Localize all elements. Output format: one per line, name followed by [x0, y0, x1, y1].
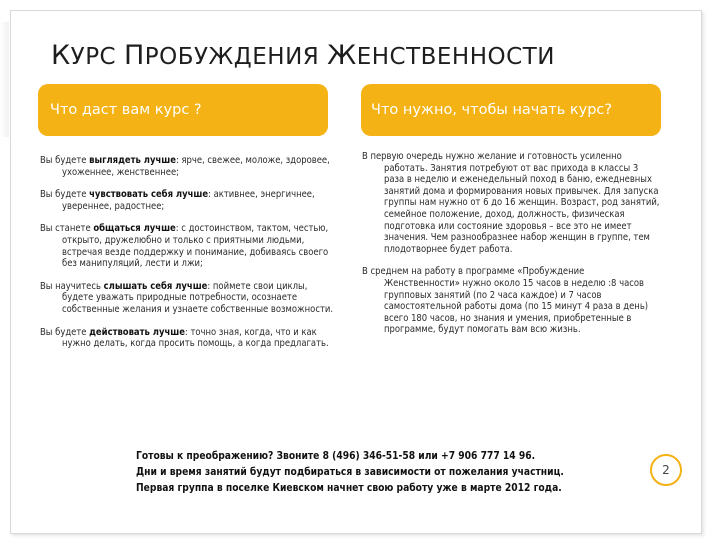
- benefit-item: Вы будете действовать лучше: точно зная, когда, что и как нужно делать, когда просить помощь, а когда предлагать.: [40, 326, 329, 350]
- requirement-paragraph: В первую очередь нужно желание и готовность усиленно работать. Занятия потребуют от вас прихода в классы 3 раза в неделю и еженедельный поход в баню, ежедневных занятий дома и формирования новых привычек. Для запуска группы нам нужно от 6 до 16 женщин. Возраст, род занятий, семейное положение, доход, должность, физическая подготовка или состояние здоровья – все это не имеет значения. Чем разнообразнее набор женщин в группе, тем плодотворнее будет работа.: [362, 151, 660, 255]
- page-number: 2: [662, 463, 670, 477]
- heading-requirements-label: Что нужно, чтобы начать курс?: [371, 102, 613, 118]
- side-ribbon: [0, 22, 9, 137]
- benefit-item: Вы научитесь слышать себя лучше: поймете свои циклы, будете уважать природные потребности, осознаете собственные желания и узнаете собственные возможности.: [40, 280, 334, 315]
- heading-benefits-label: Что даст вам курс ?: [50, 102, 202, 118]
- requirements-column: [362, 151, 660, 347]
- benefit-item: Вы будете выглядеть лучше: ярче, свежее, моложе, здоровее, ухоженнее, женственнее;: [40, 155, 330, 178]
- heading-box-requirements: [361, 84, 661, 136]
- heading-box-benefits: [38, 84, 328, 136]
- benefits-column: [40, 155, 340, 361]
- contact-footer: [136, 449, 656, 498]
- benefit-item: Вы будете чувствовать себя лучше: активнее, энергичнее, увереннее, радостнее;: [40, 189, 315, 212]
- page-title: КУРС ПРОБУЖДЕНИЯ ЖЕНСТВЕННОСТИ: [51, 40, 555, 71]
- footer-line-phone: Готовы к преображению? Звоните 8 (496) 346-51-58 или +7 906 777 14 96.: [136, 451, 536, 462]
- page-number-badge: [650, 454, 682, 486]
- footer-line-schedule: Дни и время занятий будут подбираться в зависимости от пожелания участниц.: [136, 467, 564, 479]
- benefit-item: Вы станете общаться лучше: с достоинством, тактом, честью, открыто, дружелюбно и только с приятными людьми, встречая везде поддержку и понимание, добиваясь своего без манипуляций, лести и лжи;: [40, 223, 329, 270]
- requirement-paragraph: В среднем на работу в программе «Пробуждение Женственности» нужно около 15 часов в неделю :8 часов групповых занятий (по 2 часа каждое) и 7 часов самостоятельной работы дома (по 15 минут 4 раза в день) всего 180 часов, но знания и умения, приобретенные в программе, будут помогать вам всю жизнь.: [362, 266, 649, 336]
- footer-line-start: Первая группа в поселке Киевском начнет свою работу уже в марте 2012 года.: [136, 483, 562, 495]
